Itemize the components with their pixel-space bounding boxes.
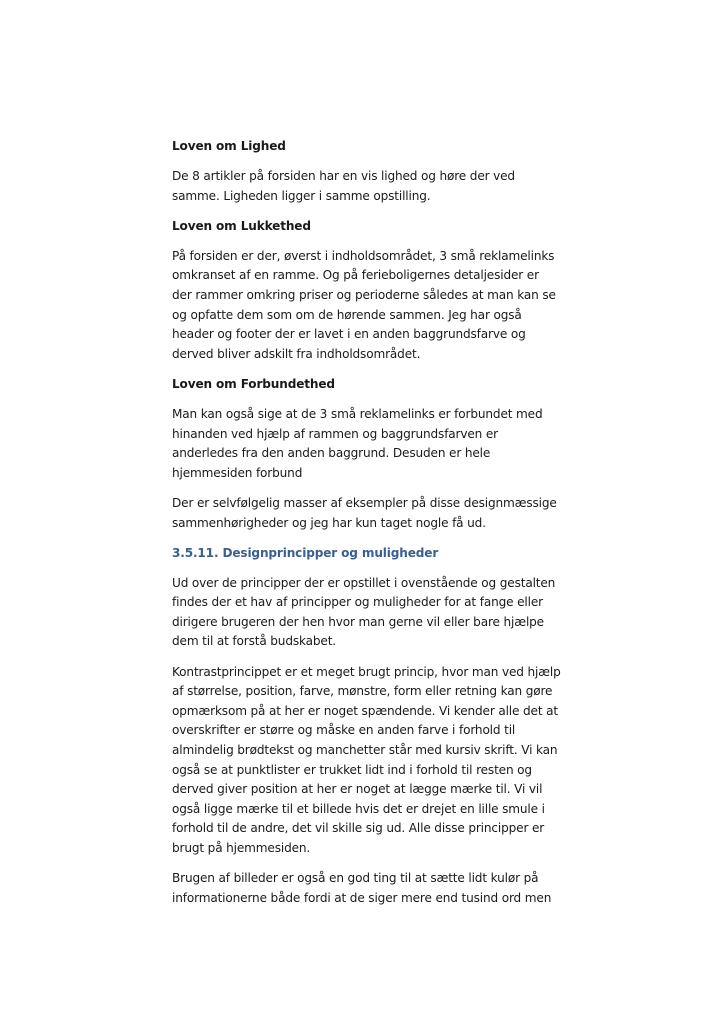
heading-loven-om-forbundethed: Loven om Forbundethed <box>172 376 335 391</box>
document-body <box>172 137 562 919</box>
heading-loven-om-lighed: Loven om Lighed <box>172 139 286 153</box>
paragraph-kontrastprincippet: Kontrastprincippet er et meget brugt princip, hvor man ved hjælp af størrelse, position, farve, mønstre, form eller retning kan gøre opmærksom på at her er noget spændende. Vi kender alle det at overskrifter er større og måske en anden farve i forhold til almindelig brødtekst og manchetter står med kursiv skrift. Vi kan også se at punktlister er trukket lidt ind i forhold til resten og derved giver position at her er noget at lægge mærke til. Vi vil også ligge mærke til et billede hvis det er drejet en lille smule i forhold til de andre, det vil skille sig ud. Alle disse principper er brugt på hjemmesiden. <box>172 664 561 855</box>
paragraph-lukkethed: På forsiden er der, øverst i indholdsområdet, 3 små reklamelinks omkranset af en ramme. Og på ferieboligernes detaljesider er der rammer omkring priser og perioderne således at man kan se og opfatte dem som om de hørende sammen. Jeg har også header og footer der er lavet i en anden baggrundsfarve og derved bliver adskilt fra indholdsområdet. <box>172 248 556 361</box>
paragraph-forbundethed: Man kan også sige at de 3 små reklamelinks er forbundet med hinanden ved hjælp af rammen og baggrundsfarven er anderledes fra den anden baggrund. Desuden er hele hjemmesiden forbund <box>172 407 543 480</box>
heading-loven-om-lukkethed: Loven om Lukkethed <box>172 218 311 233</box>
paragraph-lighed: De 8 artikler på forsiden har en vis lighed og høre der ved samme. Ligheden ligger i samme opstilling. <box>172 169 515 203</box>
section-heading-designprincipper: 3.5.11. Designprincipper og muligheder <box>172 545 439 560</box>
paragraph-billeder: Brugen af billeder er også en god ting til at sætte lidt kulør på informationerne både fordi at de siger mere end tusind ord men <box>172 871 552 905</box>
paragraph-selvfoelgelig: Der er selvfølgelig masser af eksempler på disse designmæssige sammenhørigheder og jeg har kun taget nogle få ud. <box>172 495 557 530</box>
paragraph-ud-over: Ud over de principper der er opstillet i ovenstående og gestalten findes der et hav af principper og muligheder for at fange eller dirigere brugeren der hen hvor man gerne vil eller bare hjælpe dem til at forstå budskabet. <box>172 575 556 649</box>
